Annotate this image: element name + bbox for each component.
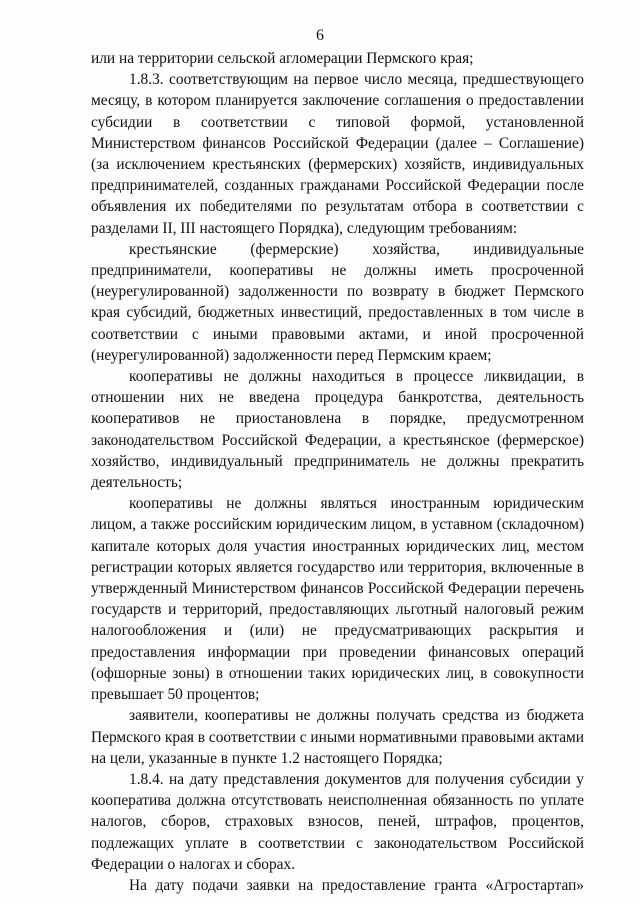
paragraph-budget-funds-requirement: заявители, кооперативы не должны получать средства из бюджета Пермского края в соответствии с иными нормативными правовыми актами на цели, указанные в пункте 1.2 настоящего Порядка; xyxy=(91,707,584,767)
paragraph-liquidation-requirement: кооперативы не должны находиться в процессе ликвидации, в отношении них не введена процедура банкротства, деятельность кооперативов не приостановлена в порядке, предусмотренном законодательством Российской Федерации, а крестьянское (фермерское) хозяйство, индивидуальный предприниматель не должны прекратить деятельность; xyxy=(91,368,584,492)
page-number: 6 xyxy=(316,27,324,44)
paragraph-1-8-3: 1.8.3. соответствующим на первое число месяца, предшествующего месяцу, в котором планируется заключение соглашения о предоставлении субсидии в соответствии с типовой формой, установленной Министерством финансов Российской Федерации (далее – Соглашение) (за исключением крестьянских (фермерских) хозяйств, индивидуальных предпринимателей, созданных гражданами Российской Федерации после объявления их победителями по результатам отбора в соответствии с разделами II, III настоящего Порядка), следующим требованиям: xyxy=(91,71,584,237)
document-body xyxy=(91,48,584,896)
paragraph-foreign-entity-requirement: кооперативы не должны являться иностранным юридическим лицом, а также российским юридическим лицом, в уставном (складочном) капитале которых доля участия иностранных юридических лиц, местом регистрации которых является государство или территория, включенные в утвержденный Министерством финансов Российской Федерации перечень государств и территорий, предоставляющих льготный налоговый режим налогообложения и (или) не предусматривающих раскрытия и предоставления информации при проведении финансовых операций (офшорные зоны) в отношении таких юридических лиц, в совокупности превышает 50 процентов; xyxy=(91,495,584,704)
paragraph-debt-requirement: крестьянские (фермерские) хозяйства, индивидуальные предприниматели, кооперативы не должны иметь просроченной (неурегулированной) задолженности по возврату в бюджет Пермского края субсидий, бюджетных инвестиций, предоставленных в том числе в соответствии с иными правовыми актами, и иной просроченной (неурегулированной) задолженности перед Пермским краем; xyxy=(91,240,584,364)
paragraph-continuation: или на территории сельской агломерации Пермского края; xyxy=(91,50,474,67)
paragraph-agrostartup: На дату подачи заявки на предоставление гранта «Агростартап» xyxy=(129,876,584,894)
paragraph-1-8-4: 1.8.4. на дату представления документов для получения субсидии у кооператива должна отсутствовать неисполненная обязанность по уплате налогов, сборов, страховых взносов, пеней, штрафов, процентов, подлежащих уплате в соответствии с законодательством Российской Федерации о налогах и сборах. xyxy=(91,770,584,873)
